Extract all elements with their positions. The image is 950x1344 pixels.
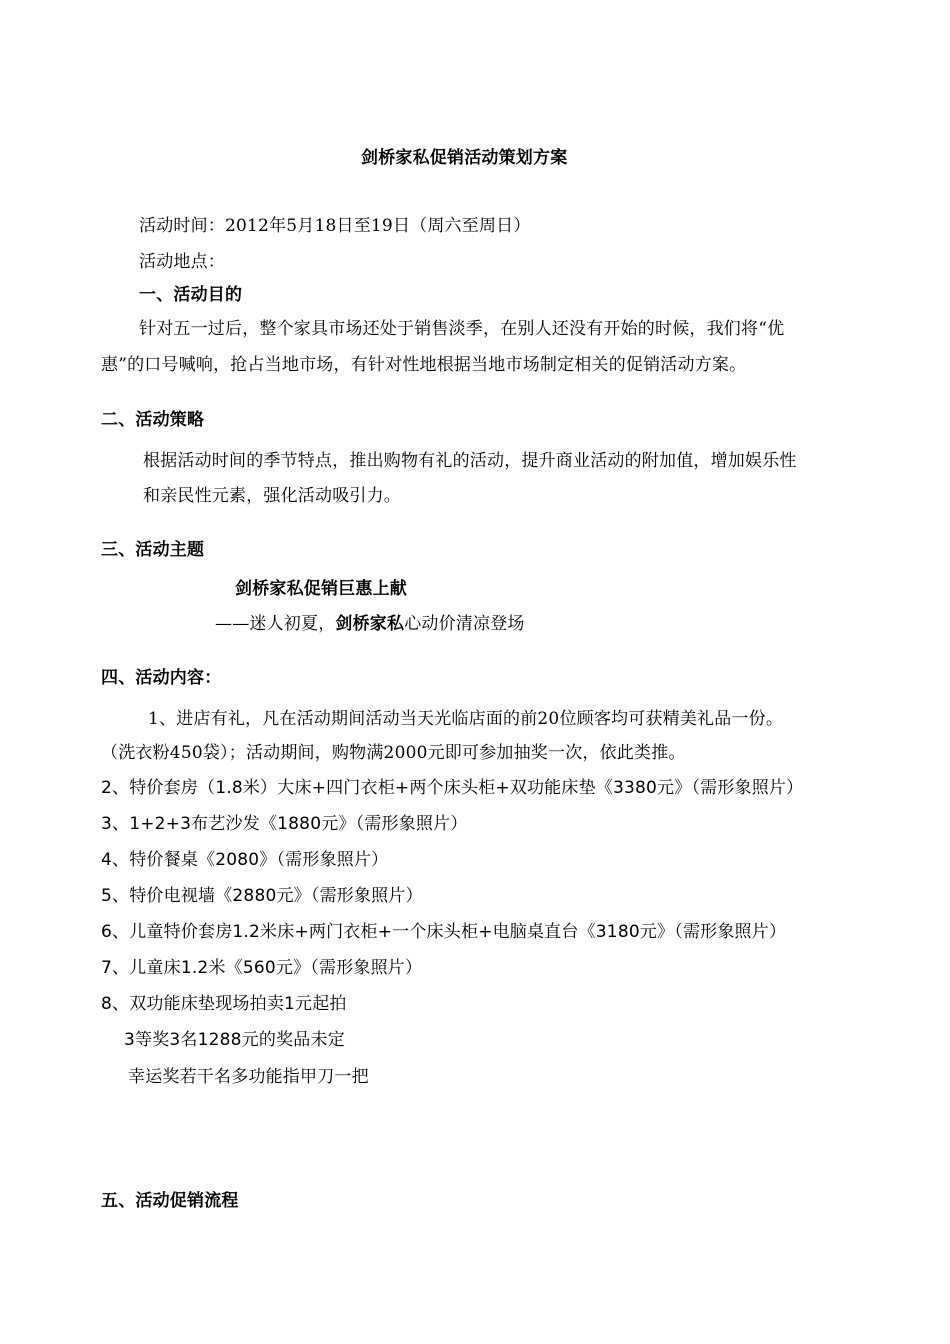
section-2-heading: 二、活动策略 (101, 410, 205, 430)
content-item-6: 6、儿童特价套房1.2米床+两门衣柜+一个床头柜+电脑桌直台《3180元》（需形象照片） (101, 922, 787, 942)
content-item-4: 4、特价餐桌《2080》（需形象照片） (101, 850, 389, 870)
theme-subtitle (215, 613, 525, 635)
section-2-paragraph-line-1: 根据活动时间的季节特点，推出购物有礼的活动，提升商业活动的附加值，增加娱乐性 (143, 451, 797, 471)
theme-main: 剑桥家私促销巨惠上献 (235, 579, 407, 599)
document-title: 剑桥家私促销活动策划方案 (361, 148, 568, 168)
section-3-heading: 三、活动主题 (101, 540, 205, 560)
activity-time: 活动时间：2012年5月18日至19日（周六至周日） (139, 216, 531, 236)
section-1-heading: 一、活动目的 (139, 285, 243, 305)
theme-subtitle-brand: 剑桥家私 (335, 614, 405, 634)
content-item-1-line-1: 1、进店有礼，凡在活动期间活动当天光临店面的前20位顾客均可获精美礼品一份。 (148, 709, 784, 729)
content-item-8: 8、双功能床垫现场拍卖1元起拍 (101, 994, 347, 1014)
section-2-paragraph-line-2: 和亲民性元素，强化活动吸引力。 (143, 486, 401, 506)
content-item-3: 3、1+2+3布艺沙发《1880元》（需形象照片） (101, 814, 468, 834)
section-4-heading: 四、活动内容： (101, 668, 222, 688)
section-1-paragraph-line-2: 惠”的口号喊响，抢占当地市场，有针对性地根据当地市场制定相关的促销活动方案。 (101, 355, 747, 375)
section-1-paragraph-line-1: 针对五一过后，整个家具市场还处于销售淡季，在别人还没有开始的时候，我们将“优 (139, 319, 785, 339)
content-item-5: 5、特价电视墙《2880元》（需形象照片） (101, 886, 423, 906)
content-item-1-line-2: （洗衣粉450袋）；活动期间，购物满2000元即可参加抽奖一次，依此类推。 (101, 743, 686, 763)
prize-lucky: 幸运奖若干名多功能指甲刀一把 (128, 1067, 369, 1087)
content-item-2: 2、特价套房（1.8米）大床+四门衣柜+两个床头柜+双功能床垫《3380元》（需形象照片） (101, 778, 804, 798)
theme-subtitle-prefix: ——迷人初夏， (215, 614, 336, 634)
prize-third: 3等奖3名1288元的奖品未定 (124, 1030, 345, 1050)
theme-subtitle-suffix: 心动价清凉登场 (404, 614, 525, 634)
activity-place: 活动地点： (139, 252, 225, 272)
content-item-7: 7、儿童床1.2米《560元》（需形象照片） (101, 958, 423, 978)
section-5-heading: 五、活动促销流程 (101, 1191, 239, 1211)
